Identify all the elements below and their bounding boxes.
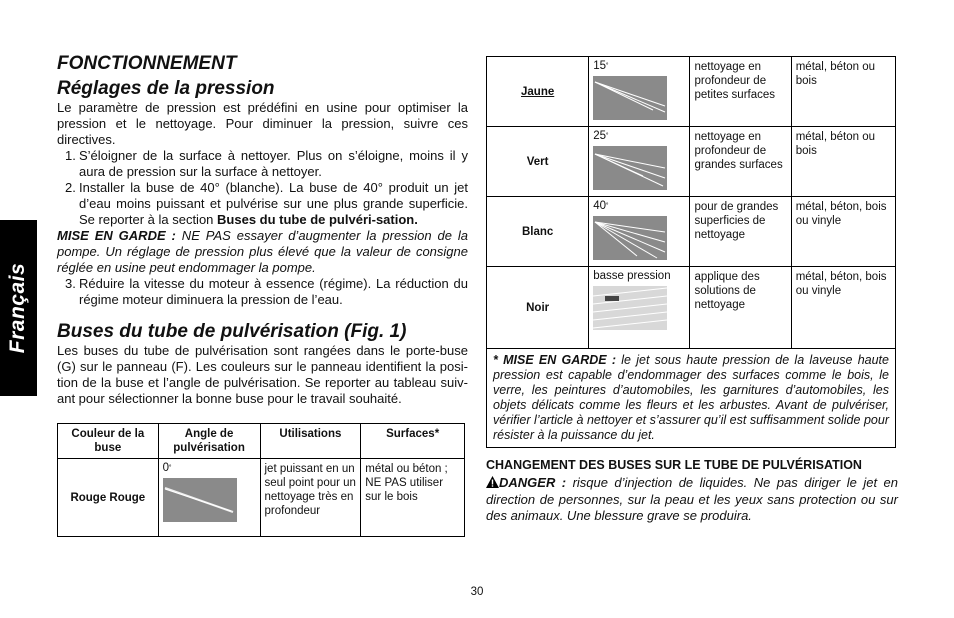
warning-text: NE PAS essayer d’augmenter la pression de la pompe. Un réglage de pression plus élevé que la valeur de consigne réglée en usine peut endommager la pompe.	[57, 228, 468, 275]
step-1	[57, 148, 468, 180]
change-nozzles-heading: CHANGEMENT DES BUSES SUR LE TUBE DE PULVÉRISATION	[486, 458, 862, 472]
table-row-red	[58, 459, 465, 537]
col-header-angle: Angle de pulvérisation	[158, 424, 260, 459]
spray-pattern-15-image	[593, 76, 667, 120]
danger-label: DANGER :	[499, 475, 567, 490]
nozzle-table-part-1	[57, 423, 465, 537]
note-text: le jet sous haute pression de la laveuse haute pression est capable d’endommager des surfaces comme le bois, le verre, les peintures d’automobiles, les garnitures d’automobiles, les objets délicats comme les fleurs et les arbustes. Avant de pulvériser, vérifier l’article à nettoyer et s’assurer qu’il est suffisamment solide pour résister à la puissance du jet.	[493, 353, 889, 442]
spray-angle: 15˚	[593, 60, 609, 72]
spray-angle: 0˚	[162, 462, 172, 474]
step-text	[79, 180, 468, 228]
step-text: Réduire la vitesse du moteur à essence (régime). La réduction du régime moteur diminuera la pression de l’eau.	[79, 276, 468, 307]
spray-angle: basse pression	[593, 270, 671, 282]
step-2	[57, 180, 468, 228]
spray-angle-cell	[158, 459, 260, 537]
step-3	[57, 276, 468, 308]
spray-angle: 40˚	[593, 200, 609, 212]
spray-angle: 25˚	[593, 130, 609, 142]
col-header-color: Couleur de la buse	[58, 424, 159, 459]
warning-triangle-icon	[486, 476, 499, 492]
step-number: 1.	[65, 148, 76, 163]
nozzle-surface: métal, béton ou bois	[791, 57, 895, 127]
left-column	[57, 52, 468, 407]
nozzle-color: Rouge Rouge	[58, 459, 159, 537]
table-row-black	[487, 267, 896, 349]
spray-angle-cell	[589, 127, 690, 197]
nozzle-use: jet puissant en un seul point pour un nettoyage très en profondeur	[260, 459, 361, 537]
pressure-heading: Réglages de la pression	[57, 78, 275, 99]
spray-angle-cell	[589, 57, 690, 127]
nozzle-color: Noir	[487, 267, 589, 349]
nozzle-surface: métal, béton, bois ou vinyle	[791, 267, 895, 349]
language-tab-label: Français	[6, 262, 30, 354]
page-number: 30	[470, 586, 484, 598]
nozzle-surface: métal ou béton ; NE PAS utiliser sur le bois	[361, 459, 465, 537]
table-row-green	[487, 127, 896, 197]
spray-angle-cell	[589, 267, 690, 349]
step-text-bold: Buses du tube de pulvéri-sation.	[217, 212, 418, 227]
step-text-main: Installer la buse de 40° (blanche). La buse de 40° produit un jet d’eau moins puissant et pulvérise sur une plus grande superficie. Se reporter à la section	[79, 180, 468, 227]
language-tab	[0, 220, 37, 396]
table-header-row	[58, 424, 465, 459]
table-note	[487, 349, 896, 448]
table-row-white	[487, 197, 896, 267]
pressure-warning	[57, 228, 468, 276]
change-nozzles-section	[486, 458, 898, 524]
table-row-yellow	[487, 57, 896, 127]
step-text: S’éloigner de la surface à nettoyer. Plus on s’éloigne, moins il y aura de pression sur la surface à nettoyer.	[79, 148, 468, 179]
nozzle-use: nettoyage en profondeur de grandes surfaces	[690, 127, 791, 197]
nozzle-color: Vert	[487, 127, 589, 197]
col-header-uses: Utilisations	[260, 424, 361, 459]
spray-pattern-25-image	[593, 146, 667, 190]
danger-text: risque d’injection de liquides. Ne pas diriger le jet en direction de personnes, sur la peau et les yeux sans protection ou sur des animaux. Une blessure grave se produira.	[486, 475, 898, 523]
nozzle-use: pour de grandes superficies de nettoyage	[690, 197, 791, 267]
table-note-row	[487, 349, 896, 448]
spray-pattern-0-image	[163, 478, 237, 522]
nozzle-use: nettoyage en profondeur de petites surfaces	[690, 57, 791, 127]
nozzle-color: Blanc	[487, 197, 589, 267]
nozzles-heading: Buses du tube de pulvérisation (Fig. 1)	[57, 321, 407, 342]
step-number: 3.	[65, 276, 76, 291]
nozzles-text: Les buses du tube de pulvérisation sont rangées dans le porte-buse (G) sur le panneau (F). Les couleurs sur le panneau identifient la posi-tion de la buse et l’angle de pulvérisation. Se reporter au tableau suiv-ant pour sélectionner la bonne buse pour le travail souhaité.	[57, 343, 468, 406]
spray-pattern-40-image	[593, 216, 667, 260]
section-heading: FONCTIONNEMENT	[57, 53, 237, 74]
spray-angle-cell	[589, 197, 690, 267]
nozzle-surface: métal, béton, bois ou vinyle	[791, 197, 895, 267]
nozzle-surface: métal, béton ou bois	[791, 127, 895, 197]
pressure-intro: Le paramètre de pression est prédéfini en usine pour optimiser la pression et le nettoyage. Pour diminuer la pression, suivre ces directives.	[57, 100, 468, 147]
warning-label: MISE EN GARDE :	[57, 228, 176, 243]
nozzle-color: Jaune	[487, 57, 589, 127]
danger-warning	[486, 475, 898, 524]
col-header-surfaces: Surfaces*	[361, 424, 465, 459]
nozzle-use: applique des solutions de nettoyage	[690, 267, 791, 349]
note-label: * MISE EN GARDE :	[493, 353, 617, 367]
step-number: 2.	[65, 180, 76, 195]
nozzle-table-part-2	[486, 56, 896, 448]
spray-pattern-low-pressure-image	[593, 286, 667, 330]
